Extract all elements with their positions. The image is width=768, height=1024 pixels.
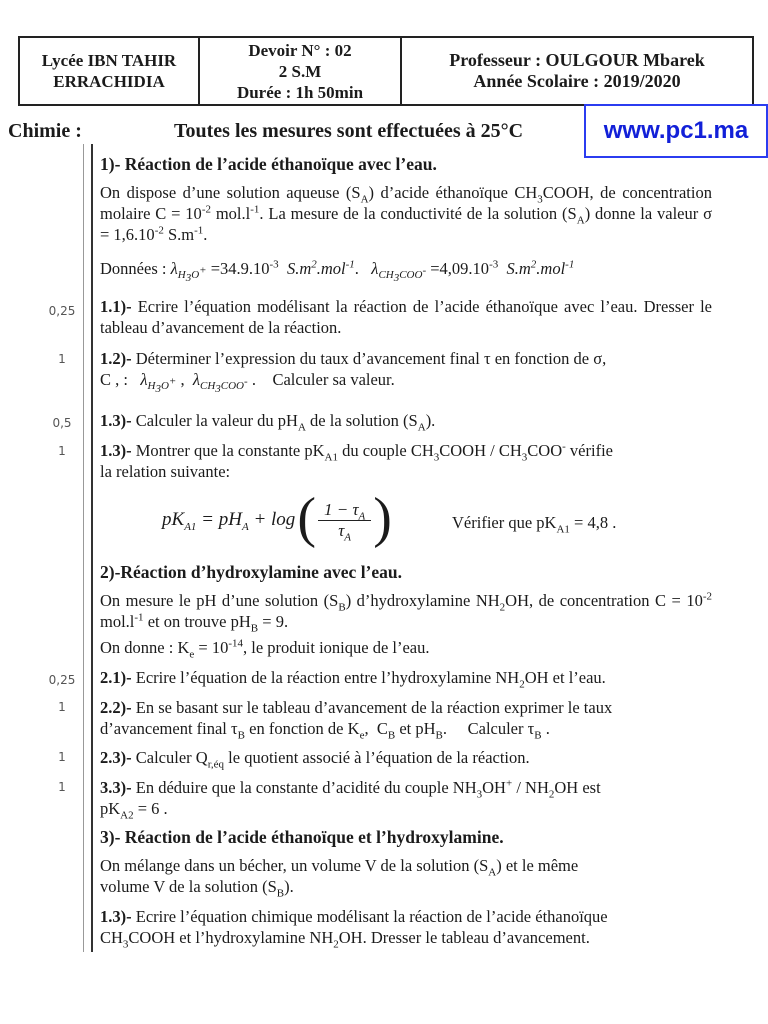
question-2-1: 2.1)- Ecrire l’équation de la réaction entre l’hydroxylamine $NH_2OH$ et l’eau. [100,668,606,691]
teacher-cell [402,38,752,104]
teacher-name: Professeur : OULGOUR Mbarek [449,50,705,70]
question-1-4: 1.3)- Montrer que la constante $pK_{A1}$ du couple $CH_3COOH / CH_3COO^-$ vérifie la relation suivante: [100,440,613,481]
part1-given: Données : $\lambda_{H_3O^+} =34.9.10^{-3}$ $S.m^2.mol^{-1}$. $\lambda_{CH_3COO^-} =4,09.10^{-3}$ $S.m^2.mol^{-1}$ [100,258,575,285]
exam-cell [200,38,402,104]
verify-statement: Vérifier que $pK_{A1} = 4,8$ . [452,513,617,536]
pka-formula: $pK_{A1} = pH_A + \log$ ( $\frac{1 - \tau_A}{\tau_A}$ ) [162,487,392,549]
grade-mark: 0,5 [52,416,72,430]
grade-mark: 0,25 [48,304,76,318]
school-cell [20,38,200,104]
question-2-2: 2.2)- En se basant sur le tableau d’avancement de la réaction exprimer le taux d’avancement final $\tau_B$ en fonction de $K_e$, $C_B$ et $pH_B$. Calculer $\tau_B$ . [100,698,613,742]
question-text: la relation suivante: [100,462,231,481]
grade-mark: 1 [58,780,66,794]
given-text: , le produit ionique de l’eau. [243,638,430,657]
question-1-3: 1.3)- Calculer la valeur du $pH_A$ de la solution $(S_A)$. [100,411,436,434]
question-text: Calculer sa valeur. [272,370,395,389]
question-text: Ecrire l’équation modélisant la réaction de l’acide éthanoïque avec l’eau. Dresser le tableau d’avancement de la réaction. [100,297,712,337]
watermark-logo: www.pc1.ma [584,104,768,158]
question-number: 1.1)- [100,297,132,316]
question-number: 1.3)- [100,441,132,460]
question-number: 1.3)- [100,907,132,926]
part1-text: On dispose d’une solution aqueuse $(S_A)$ d’acide éthanoïque $CH_3COOH$, de concentration molaire $C = 10^{-2}$ $mol.l^{-1}$. La mesure de la conductivité de la solution $(S_A)$ donne la valeur $\sigma = 1,6.10^{-2}$ $S.m^{-1}$. [100,183,712,244]
verify-text: Vérifier que pK [452,513,557,532]
exam-duration: Durée : 1h 50min [236,82,364,102]
part2-given: On donne : $K_e = 10^{-14}$, le produit ionique de l’eau. [100,637,430,661]
margin-rule [91,144,93,952]
margin-rule-thin [83,144,84,952]
question-number: 2.3)- [100,748,132,767]
question-number: 2.2)- [100,698,132,717]
part2-text: On mesure le pH d’une solution $(S_B)$ d’hydroxylamine $NH_2OH$, de concentration $C = 10^{-2}$ $mol.l^{-1}$ et on trouve $pH_B = 9$. [100,590,712,635]
part3-title: 3)- Réaction de l’acide éthanoïque et l’hydroxylamine. [100,827,504,847]
question-3-1: 1.3)- Ecrire l’équation chimique modélisant la réaction de l’acide éthanoïque $CH_3COOH$ et l’hydroxylamine $NH_2OH$. Dresser le tableau d’avancement. [100,907,608,951]
question-2-4: 3.3)- En déduire que la constante d’acidité du couple $NH_3OH^+ / NH_2OH$ est $pK_{A2} = 6$ . [100,777,601,822]
question-number: 1.2)- [100,349,132,368]
question-text: En se basant sur le tableau d’avancement de la réaction exprimer le taux [131,698,613,717]
question-number: 3.3)- [100,778,132,797]
grade-mark: 1 [58,700,66,714]
section-label: Chimie : [8,120,82,142]
grade-mark: 1 [58,352,66,366]
section-intro: Toutes les mesures sont effectuées à 25°C [174,120,524,142]
school-year: Année Scolaire : 2019/2020 [473,71,681,91]
question-1-1 [100,296,712,338]
exam-number: Devoir N° : 02 [248,40,352,60]
school-name: Lycée IBN TAHIR [41,51,177,70]
header-table [18,36,754,106]
part2-title: 2)-Réaction d’hydroxylamine avec l’eau. [100,562,403,582]
part3-text: On mélange dans un bécher, un volume V de la solution $(S_A)$ et le même volume V de la solution $(S_B)$. [100,856,579,900]
part3-text-line2: volume V de la solution (S [100,877,277,896]
part1-title: 1)- Réaction de l’acide éthanoïque avec l’eau. [100,154,437,174]
question-number: 2.1)- [100,668,132,687]
grade-mark: 1 [58,444,66,458]
question-2-3: 2.3)- Calculer $Q_{r,éq}$ le quotient associé à l’équation de la réaction. [100,748,530,771]
grade-mark: 1 [58,750,66,764]
exam-level: 2 S.M [278,61,322,81]
question-text: Ecrire l’équation de la réaction entre l’hydroxylamine NH [131,668,520,687]
question-text: Déterminer l’expression du taux d’avancement final τ en fonction de σ, [131,349,607,368]
question-text: Ecrire l’équation chimique modélisant la réaction de l’acide éthanoïque [131,907,608,926]
school-city: ERRACHIDIA [53,72,165,91]
question-number: 1.3)- [100,411,132,430]
grade-mark: 0,25 [48,673,76,687]
verify-value: = 4,8 . [569,513,617,532]
question-1-2: 1.2)- Déterminer l’expression du taux d’avancement final τ en fonction de σ, C , : $\lambda_{H_3O^+}$ , $\lambda_{CH_3COO^-}$ . Calculer sa valeur. [100,349,607,396]
